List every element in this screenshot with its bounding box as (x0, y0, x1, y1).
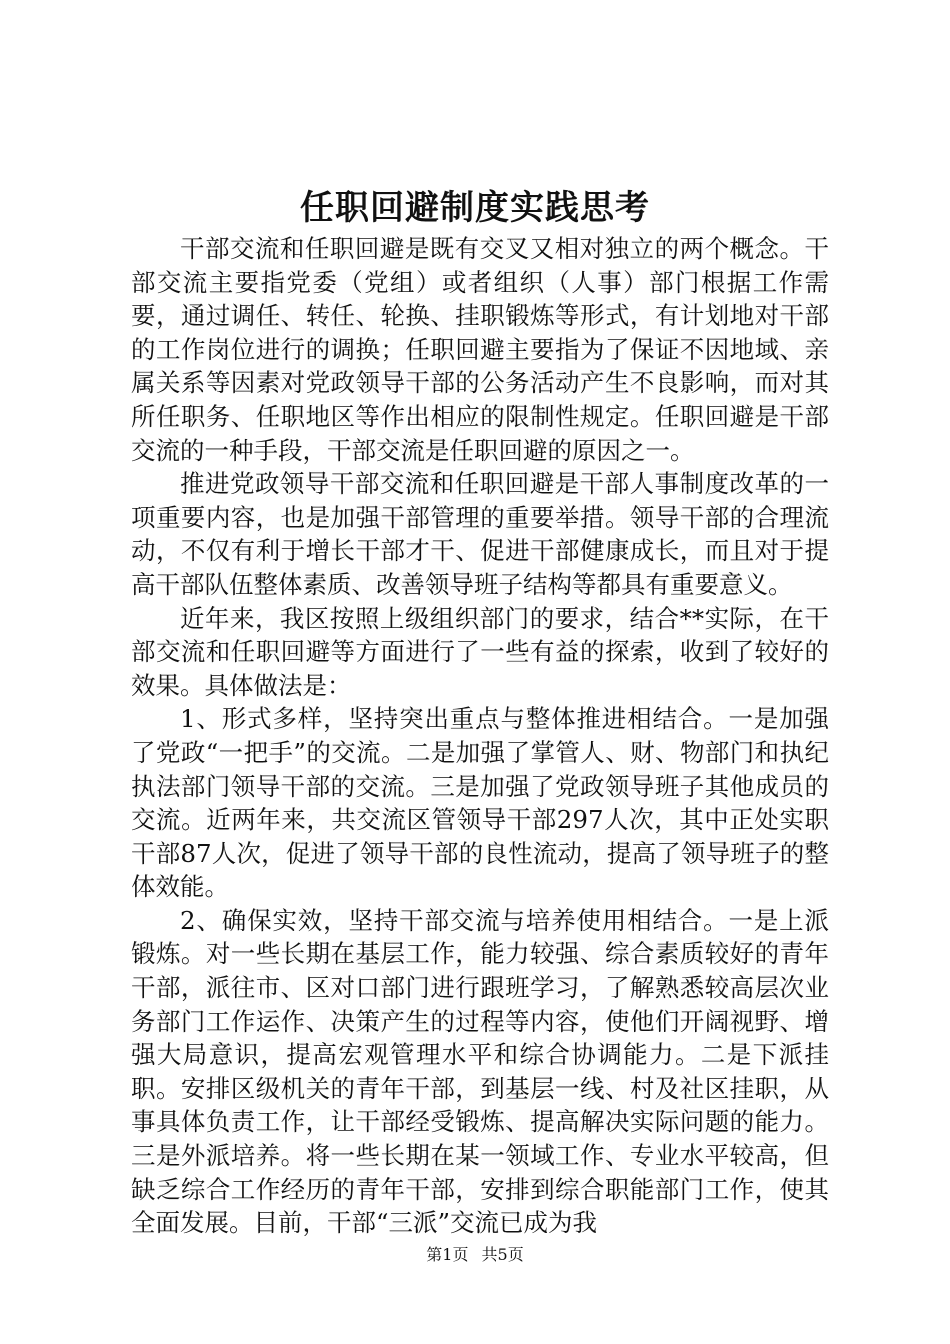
document-title: 任职回避制度实践思考 (300, 188, 650, 228)
page-footer (0, 1244, 950, 1266)
page-number: 第1页 (426, 1245, 469, 1264)
paragraph-1: 干部交流和任职回避是既有交叉又相对独立的两个概念。干部交流主要指党委（党组）或者组织（人事）部门根据工作需要，通过调任、转任、轮换、挂职锻炼等形式，有计划地对干部的工作岗位进行的调换；任职回避主要指为了保证不因地域、亲属关系等因素对党政领导干部的公务活动产生不良影响，而对其所任职务、任职地区等作出相应的限制性规定。任职回避是干部交流的一种手段，干部交流是任职回避的原因之一。 (131, 234, 829, 465)
paragraph-5: 2、确保实效，坚持干部交流与培养使用相结合。一是上派锻炼。对一些长期在基层工作，能力较强、综合素质较好的青年干部，派往市、区对口部门进行跟班学习，了解熟悉较高层次业务部门工作运作、决策产生的过程等内容，使他们开阔视野、增强大局意识，提高宏观管理水平和综合协调能力。二是下派挂职。安排区级机关的青年干部，到基层一线、村及社区挂职，从事具体负责工作，让干部经受锻炼、提高解决实际问题的能力。三是外派培养。将一些长期在某一领域工作、专业水平较高，但缺乏综合工作经历的青年干部，安排到综合职能部门工作，使其全面发展。目前，干部“三派”交流已成为我 (131, 905, 829, 1238)
page-total: 共5页 (481, 1245, 524, 1264)
document-body (131, 232, 829, 1240)
paragraph-3: 近年来，我区按照上级组织部门的要求，结合**实际，在干部交流和任职回避等方面进行了一些有益的探索，收到了较好的效果。具体做法是： (131, 603, 829, 700)
paragraph-2: 推进党政领导干部交流和任职回避是干部人事制度改革的一项重要内容，也是加强干部管理的重要举措。领导干部的合理流动，不仅有利于增长干部才干、促进干部健康成长，而且对于提高干部队伍整体素质、改善领导班子结构等都具有重要意义。 (131, 469, 829, 599)
paragraph-4: 1、形式多样，坚持突出重点与整体推进相结合。一是加强了党政“一把手”的交流。二是加强了掌管人、财、物部门和执纪执法部门领导干部的交流。三是加强了党政领导班子其他成员的交流。近两年来，共交流区管领导干部297人次，其中正处实职干部87人次，促进了领导干部的良性流动，提高了领导班子的整体效能。 (131, 704, 829, 902)
